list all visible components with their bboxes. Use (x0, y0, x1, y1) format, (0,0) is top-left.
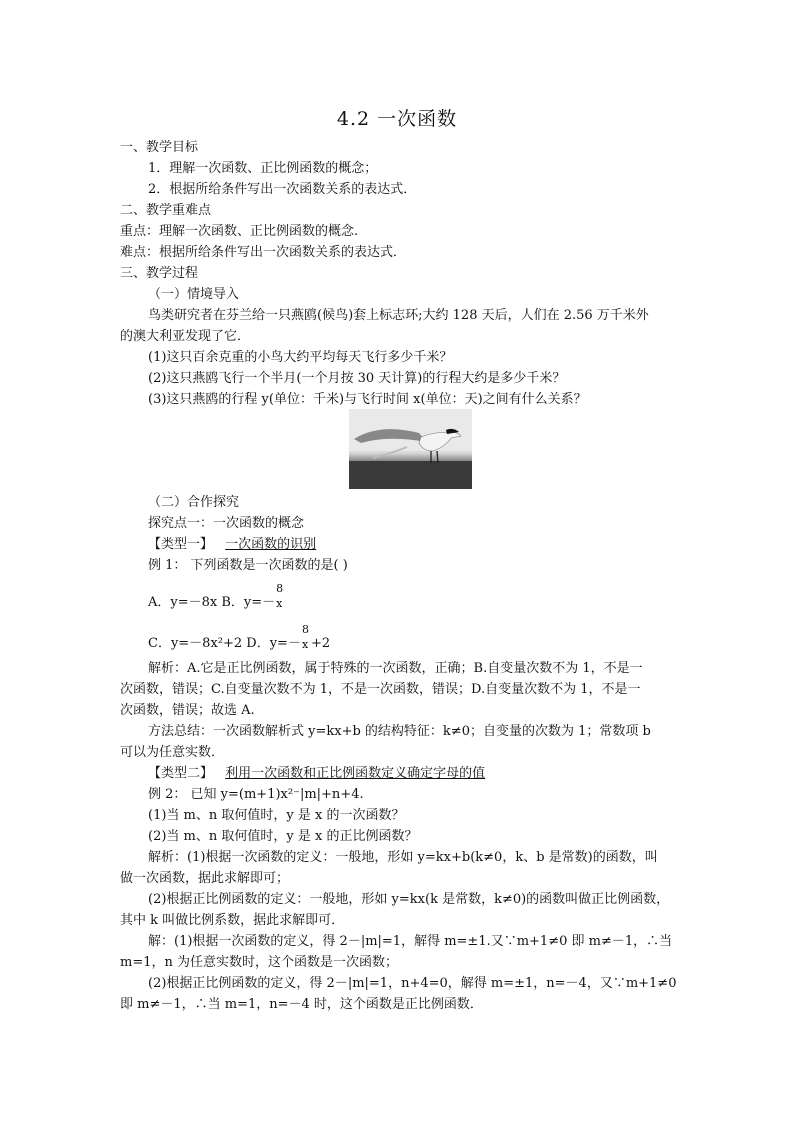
solution-2-cont: 即 m≠－1，∴当 m=1，n=－4 时，这个函数是正比例函数． (120, 997, 483, 1012)
type-1-heading (148, 535, 680, 555)
option-d-tail: +2 (310, 636, 331, 651)
objective-1: 1．理解一次函数、正比例函数的概念； (148, 161, 378, 176)
question-3: (3)这只燕鸥的行程 y(单位：千米)与飞行时间 x(单位：天)之间有什么关系？ (148, 392, 587, 407)
type-2-title: 利用一次函数和正比例函数定义确定字母的值 (225, 766, 486, 781)
option-ab (148, 582, 680, 613)
type-1-title: 一次函数的识别 (225, 537, 317, 552)
intro-paragraph-cont: 的澳大利亚发现了它． (120, 329, 251, 344)
fraction-denominator: x (276, 597, 283, 610)
fraction-8-over-x (301, 623, 311, 654)
analysis-2-part-2-cont: 其中 k 叫做比例系数，据此求解即可． (120, 913, 345, 928)
section-heading-process: 三、教学过程 (120, 266, 199, 281)
example-2-question-1: (1)当 m、n 取何值时，y 是 x 的一次函数？ (148, 808, 405, 823)
key-point: 重点：理解一次函数、正比例函数的概念. (120, 224, 359, 239)
solution-1: 解：(1)根据一次函数的定义，得 2－|m|=1，解得 m=±1.又∵m+1≠0 即 m≠－1，∴当 (148, 934, 673, 949)
exploration-point-1: 探究点一：一次函数的概念 (148, 516, 305, 531)
type-1-label: 【类型一】 (148, 537, 214, 552)
question-1: (1)这只百余克重的小鸟大约平均每天飞行多少千米？ (148, 350, 453, 365)
analysis-2: 解析：(1)根据一次函数的定义：一般地，形如 y=kx+b(k≠0，k、b 是常数)的函数，叫 (148, 850, 658, 865)
option-cd-text: C．y=－8x²+2 D．y=－ (148, 636, 301, 651)
analysis-1-cont2: 次函数，错误；故选 A. (120, 703, 255, 718)
section-heading-objectives: 一、教学目标 (120, 140, 199, 155)
analysis-2-cont: 做一次函数，据此求解即可； (120, 871, 290, 886)
objective-2: 2．根据所给条件写出一次函数关系的表达式． (148, 182, 417, 197)
analysis-1-cont: 次函数，错误；C.自变量次数不为 1，不是一次函数，错误；D.自变量次数不为 1，不是一 (120, 682, 641, 697)
intro-paragraph: 鸟类研究者在芬兰给一只燕鸥(候鸟)套上标志环;大约 128 天后，人们在 2.56 万千米外 (148, 308, 649, 323)
fraction-numerator: 8 (276, 582, 284, 595)
option-ab-text: A．y=－8x B．y=－ (148, 595, 276, 610)
solution-2: (2)根据正比例函数的定义，得 2－|m|=1，n+4=0，解得 m=±1，n=－4，又∵m+1≠0 (148, 976, 677, 991)
type-2-label: 【类型二】 (148, 766, 214, 781)
fraction-numerator: 8 (301, 623, 309, 636)
subsection-intro: （一）情境导入 (148, 287, 240, 302)
fraction-8-over-x (275, 582, 285, 613)
tern-photo (349, 409, 472, 489)
example-2-question-2: (2)当 m、n 取何值时，y 是 x 的正比例函数？ (148, 829, 418, 844)
analysis-1: 解析：A.它是正比例函数，属于特殊的一次函数，正确；B.自变量次数不为 1，不是一 (148, 661, 643, 676)
type-2-heading (148, 764, 680, 784)
method-summary-cont: 可以为任意实数． (120, 745, 225, 760)
page-title: 4.2 一次函数 (336, 108, 458, 130)
example-2: 例 2： 已知 y=(m+1)x²⁻|m|+n+4. (148, 787, 364, 802)
fraction-denominator: x (301, 638, 309, 651)
option-cd (148, 623, 680, 654)
question-2: (2)这只燕鸥飞行一个半月(一个月按 30 天计算)的行程大约是多少千米？ (148, 371, 566, 386)
method-summary: 方法总结：一次函数解析式 y=kx+b 的结构特征：k≠0；自变量的次数为 1；常数项 b (148, 724, 651, 739)
tern-illustration (349, 409, 472, 489)
difficult-point: 难点：根据所给条件写出一次函数关系的表达式． (120, 245, 407, 260)
subsection-cooperative: （二）合作探究 (148, 495, 240, 510)
analysis-2-part-2: (2)根据正比例函数的定义：一般地，形如 y=kx(k 是常数，k≠0)的函数叫做正比例函数， (148, 892, 670, 907)
section-heading-key-points: 二、教学重难点 (120, 203, 212, 218)
solution-1-cont: m=1，n 为任意实数时，这个函数是一次函数； (120, 955, 398, 970)
example-1: 例 1： 下列函数是一次函数的是( ) (148, 558, 348, 573)
